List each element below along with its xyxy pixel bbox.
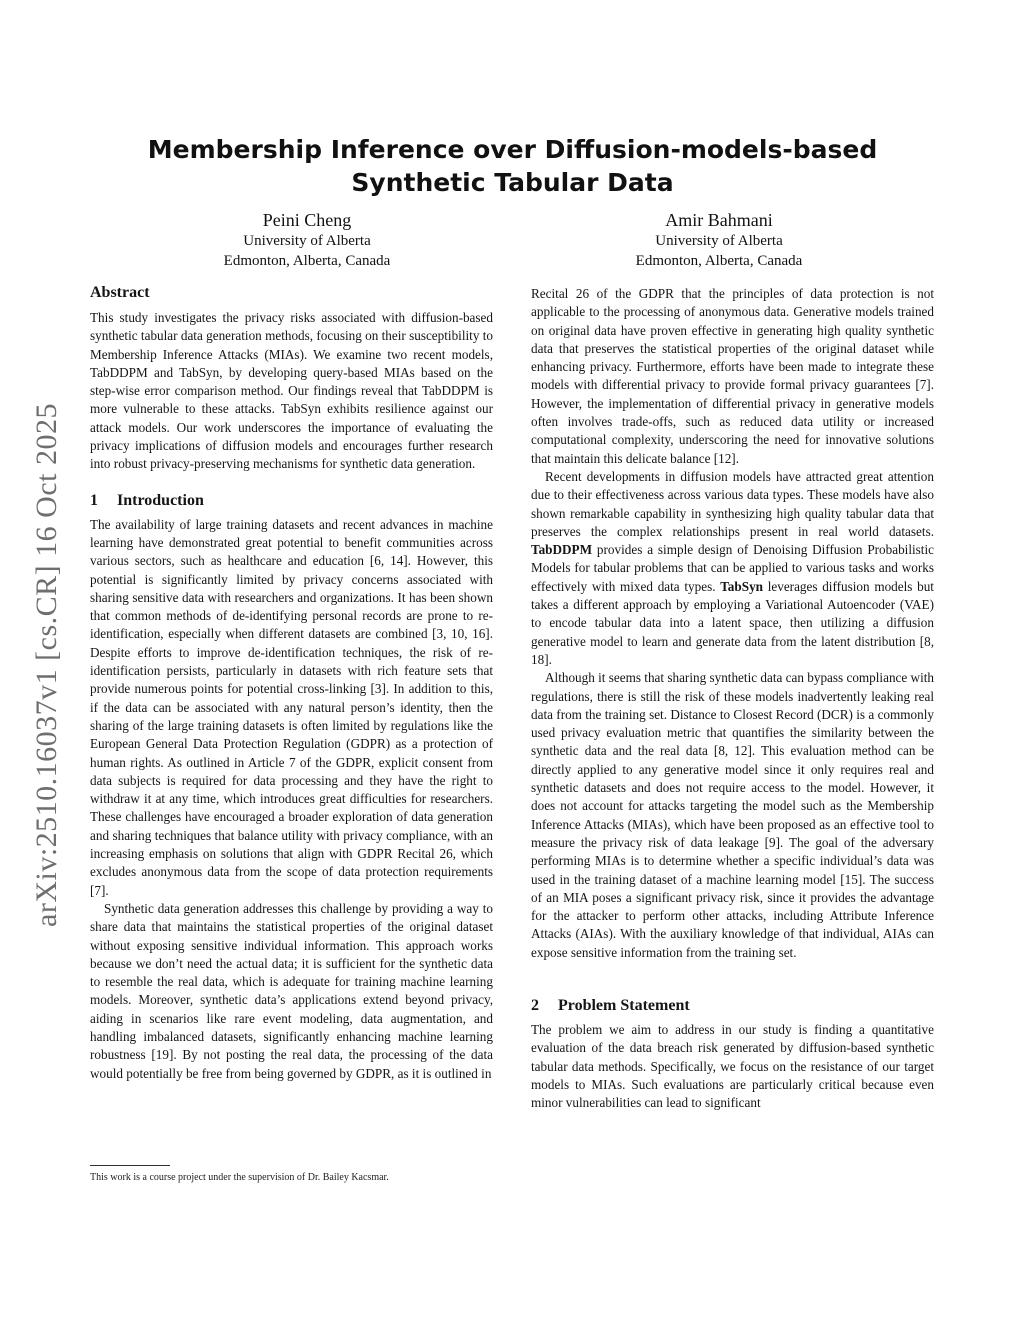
- author-block-2: [569, 209, 869, 271]
- left-column: [90, 283, 493, 1083]
- abstract-text: This study investigates the privacy risks associated with diffusion-based synthetic tabular data generation methods, focusing on their susceptibility to Membership Inference Attacks (MIAs). We examine two recent models, TabDDPM and TabSyn, by developing query-based MIAs based on the step-wise error comparison method. Our findings reveal that TabDDPM is more vulnerable to these attacks. TabSyn exhibits resilience against our attack models. Our work underscores the importance of evaluating the privacy implications of diffusion models and encourages further research into robust privacy-preserving mechanisms for synthetic data generation.: [90, 310, 493, 472]
- author-name: Amir Bahmani: [665, 210, 773, 230]
- text-run: provides a simple design of Denoising Diffusion Probabilistic Models for tabular problems that can be applied to various tasks and works effectively with mixed data types.: [531, 542, 934, 594]
- paragraph: The availability of large training datasets and recent advances in machine learning have demonstrated great potential to benefit communities across various sectors, such as healthcare and education [6, 14]. However, this potential is significantly limited by privacy concerns associated with sharing sensitive data with researchers and organizations. It has been shown that common methods of de-identifying personal records are prone to re-identification, especially when different datasets are combined [3, 10, 16]. Despite efforts to improve de-identification techniques, the risk of re-identification persists, particularly in datasets with rich feature sets that provide numerous points for potential cross-linking [3]. In addition to this, if the data can be associated with any natural person’s identity, then the sharing of the large training datasets is often limited by regulations like the European General Data Protection Regulation (GDPR) as a protection of human rights. As outlined in Article 7 of the GDPR, explicit consent from data subjects is required for data processing and they have the right to withdraw it at any time, which introduces great difficulties for researchers. These challenges have encouraged a broader exploration of data generation and sharing techniques that balance utility with privacy compliance, with an increasing emphasis on solutions that align with GDPR Recital 26, which excludes anonymous data from the scope of data protection requirements [7].: [90, 516, 493, 898]
- model-name-tabddpm: TabDDPM: [531, 542, 593, 558]
- author-affiliation: University of Alberta: [655, 233, 783, 249]
- footnote-rule: [90, 1165, 170, 1166]
- paragraph: [531, 468, 934, 669]
- paragraph: Although it seems that sharing synthetic data can bypass compliance with regulations, there is still the risk of these models inadvertently leaking real data from the training set. Distance to Closest Record (DCR) is a commonly used privacy evaluation metric that quantifies the similarity between the synthetic data and the real data [8, 12]. This evaluation method can be directly applied to any generative model since it only requires real and synthetic datasets and does not require access to the model. However, it does not account for attacks targeting the model such as the Membership Inference Attacks (MIAs), which have been proposed as an effective tool to measure the privacy risk of data leakage [9]. The goal of the adversary performing MIAs is to determine whether a specific individual’s data was used in the training dataset of a machine learning model [15]. The success of an MIA poses a significant privacy risk, since it provides the advantage for the attacker to perform other attacks, including Attribute Inference Attacks (AIAs). With the auxiliary knowledge of that individual, AIAs can expose sensitive information from the training set.: [531, 670, 934, 960]
- section-heading-introduction: [90, 491, 493, 511]
- arxiv-watermark: [22, 370, 72, 960]
- author-block-1: [157, 209, 457, 271]
- arxiv-identifier: arXiv:2510.16037v1 [cs.CR] 16 Oct 2025: [30, 403, 63, 927]
- abstract-heading: Abstract: [90, 284, 150, 301]
- paragraph: The problem we aim to address in our study is finding a quantitative evaluation of the data breach risk generated by diffusion-based synthetic tabular data methods. Specifically, we focus on the resistance of our target models to MIAs. Such evaluations are particularly critical because even minor vulnerabilities can lead to significant: [531, 1021, 934, 1111]
- section-heading-problem-statement: [531, 996, 934, 1016]
- footnote: This work is a course project under the supervision of Dr. Bailey Kacsmar.: [90, 1172, 389, 1183]
- section-title: Problem Statement: [558, 996, 690, 1014]
- author-location: Edmonton, Alberta, Canada: [223, 253, 391, 269]
- model-name-tabsyn: TabSyn: [720, 578, 763, 594]
- paper-title: Membership Inference over Diffusion-models-based Synthetic Tabular Data: [147, 135, 878, 197]
- right-column: [531, 285, 934, 1112]
- author-name: Peini Cheng: [262, 210, 352, 230]
- paragraph: Recital 26 of the GDPR that the principles of data protection is not applicable to the processing of anonymous data. Generative models trained on original data have proven effective in generating high quality synthetic data that preserves the statistical properties of the original dataset while enhancing privacy. Furthermore, efforts have been made to integrate these models with differential privacy to provide formal privacy guarantees [7]. However, the implementation of differential privacy in generative models often involves trade-offs, such as reduced data utility or increased computational complexity, underscoring the need for innovative solutions that maintain this delicate balance [12].: [531, 286, 934, 466]
- section-number: 1: [90, 491, 98, 509]
- section-number: 2: [531, 996, 539, 1014]
- section-title: Introduction: [117, 491, 204, 509]
- author-affiliation: University of Alberta: [243, 233, 371, 249]
- author-location: Edmonton, Alberta, Canada: [635, 253, 803, 269]
- paragraph: Synthetic data generation addresses this challenge by providing a way to share data that maintains the statistical properties of the original dataset without exposing sensitive individual information. This approach works because we don’t need the actual data; it is sufficient for the synthetic data to resemble the real data, which is adequate for training machine learning models. Moreover, synthetic data’s applications extend beyond privacy, aiding in scenarios like rare event modeling, data augmentation, and handling imbalanced datasets, significantly enhancing machine learning robustness [19]. By not posting the real data, the processing of the data would potentially be free from being governed by GDPR, as it is outlined in: [90, 900, 493, 1081]
- text-run: Recent developments in diffusion models have attracted great attention due to their effectiveness across various data types. These models have also shown remarkable capability in synthesizing high quality tabular data that preserves the complex relationships present in real world datasets.: [531, 468, 934, 539]
- text-run: leverages diffusion models but takes a different approach by employing a Variational Autoencoder (VAE) to encode tabular data into a latent space, then utilizing a diffusion generative model to learn and generate data from the latent distribution [8, 18].: [531, 578, 934, 667]
